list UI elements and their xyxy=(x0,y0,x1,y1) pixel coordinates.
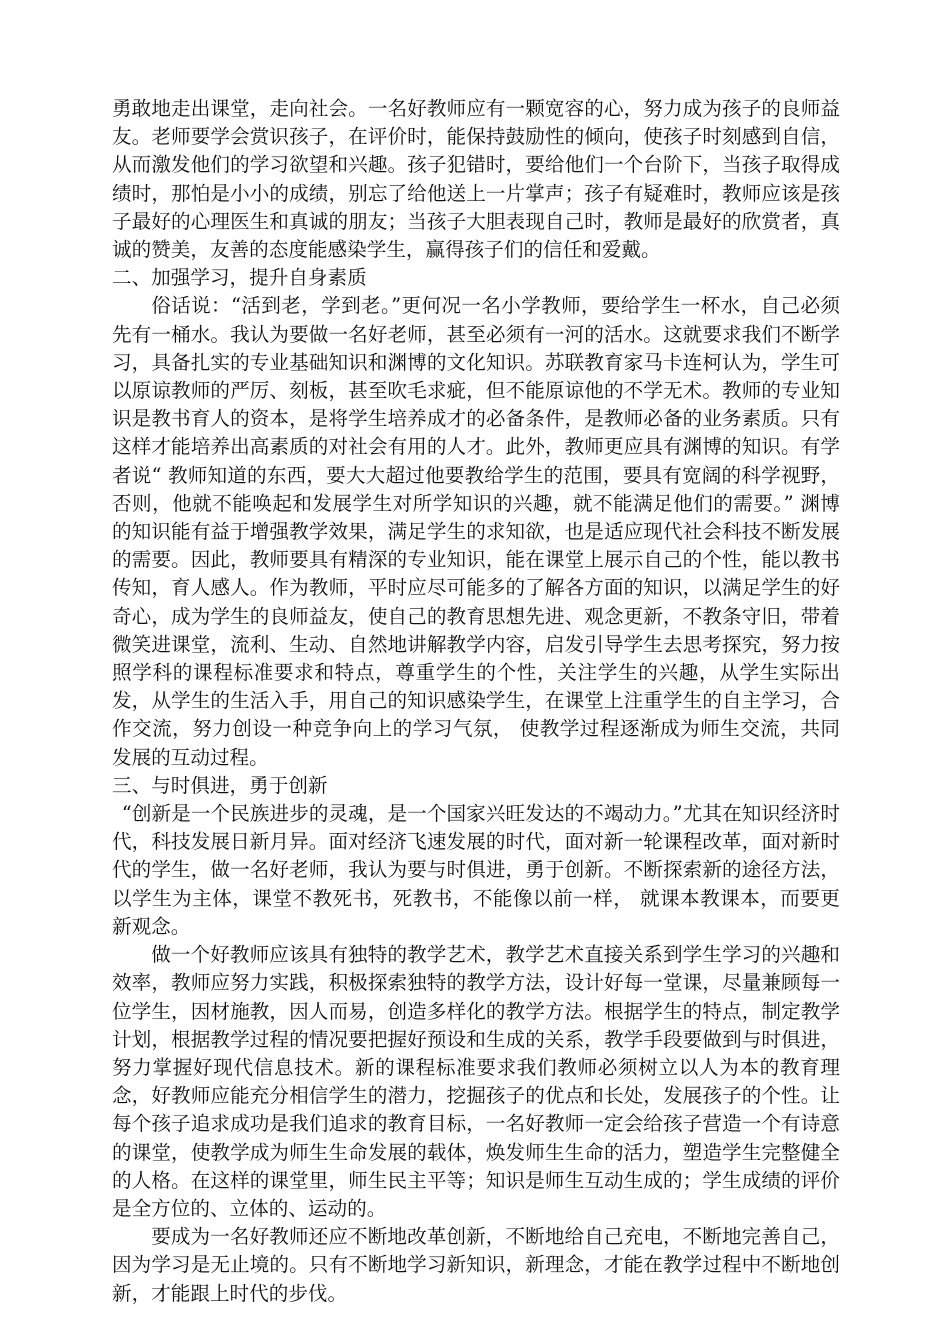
section-heading-innovation: 三、与时俱进，勇于创新 xyxy=(112,773,328,797)
paragraph-innovation-quote: “创新是一个民族进步的灵魂，是一个国家兴旺发达的不竭动力。”尤其在知识经济时代，科技发展日新月异。面对经济飞速发展的时代，面对新一轮课程改革，面对新时代的学生，做一名好老师，我认为要与时俱进，勇于创新。不断探索新的途径方法，以学生为主体，课堂不教死书，死教书，不能像以前一样， 就课本教课本，而要更新观念。 xyxy=(112,802,840,938)
paragraph-teacher-attitude: 勇敢地走出课堂，走向社会。一名好教师应有一颗宽容的心，努力成为孩子的良师益友。老师要学会赏识孩子，在评价时，能保持鼓励性的倾向，使孩子时刻感到自信，从而激发他们的学习欲望和兴趣。孩子犯错时，要给他们一个台阶下，当孩子取得成绩时，那怕是小小的成绩，别忘了给他送上一片掌声；孩子有疑难时，教师应该是孩子最好的心理医生和真诚的朋友；当孩子大胆表现自己时，教师是最好的欣赏者，真诚的赞美，友善的态度能感染学生，赢得孩子们的信任和爱戴。 xyxy=(112,97,840,262)
paragraph-teaching-art: 做一个好教师应该具有独特的教学艺术，教学艺术直接关系到学生学习的兴趣和效率，教师应努力实践，积极探索独特的教学方法，设计好每一堂课，尽量兼顾每一位学生，因材施教，因人而易，创造多样化的教学方法。根据学生的特点，制定教学计划，根据教学过程的情况要把握好预设和生成的关系，教学手段要做到与时俱进，努力掌握好现代信息技术。新的课程标准要求我们教师必须树立以人为本的教育理念，好教师应能充分相信学生的潜力，挖掘孩子的优点和长处，发展孩子的个性。让每个孩子追求成功是我们追求的教育目标，一名好教师一定会给孩子营造一个有诗意的课堂，使教学成为师生生命发展的载体，焕发师生生命的活力，塑造学生完整健全的人格。在这样的课堂里，师生民主平等；知识是师生互动生成的；学生成绩的评价是全方位的、立体的、运动的。 xyxy=(112,943,840,1220)
document-page xyxy=(112,95,840,1308)
section-heading-learning: 二、加强学习，提升自身素质 xyxy=(112,266,367,290)
paragraph-self-improvement: 要成为一名好教师还应不断地改革创新，不断地给自己充电，不断地完善自己，因为学习是无止境的。只有不断地学习新知识，新理念，才能在教学过程中不断地创新，才能跟上时代的步伐。 xyxy=(112,1225,840,1305)
paragraph-continuous-learning: 俗话说：“活到老，学到老。”更何况一名小学教师，要给学生一杯水，自己必须先有一桶水。我认为要做一名好老师，甚至必须有一河的活水。这就要求我们不断学习，具备扎实的专业基础知识和渊博的文化知识。苏联教育家马卡连柯认为，学生可以原谅教师的严厉、刻板，甚至吹毛求疵，但不能原谅他的不学无术。教师的专业知识是教书育人的资本，是将学生培养成才的必备条件，是教师必备的业务素质。只有这样才能培养出高素质的对社会有用的人才。此外，教师更应具有渊博的知识。有学者说“ 教师知道的东西，要大大超过他要教给学生的范围，要具有宽阔的科学视野，否则，他就不能唤起和发展学生对所学知识的兴趣，就不能满足他们的需要。” 渊博的知识能有益于增强教学效果，满足学生的求知欲，也是适应现代社会科技不断发展的需要。因此，教师要具有精深的专业知识，能在课堂上展示自己的个性，能以教书传知，育人感人。作为教师，平时应尽可能多的了解各方面的知识，以满足学生的好奇心，成为学生的良师益友，使自己的教育思想先进、观念更新，不教条守旧，带着微笑进课堂，流利、生动、自然地讲解教学内容，启发引导学生去思考探究，努力按照学科的课程标准要求和特点，尊重学生的个性，关注学生的兴趣，从学生实际出发，从学生的生活入手，用自己的知识感染学生，在课堂上注重学生的自主学习，合作交流，努力创设一种竞争向上的学习气氛， 使教学过程逐渐成为师生交流，共同发展的互动过程。 xyxy=(112,294,840,769)
